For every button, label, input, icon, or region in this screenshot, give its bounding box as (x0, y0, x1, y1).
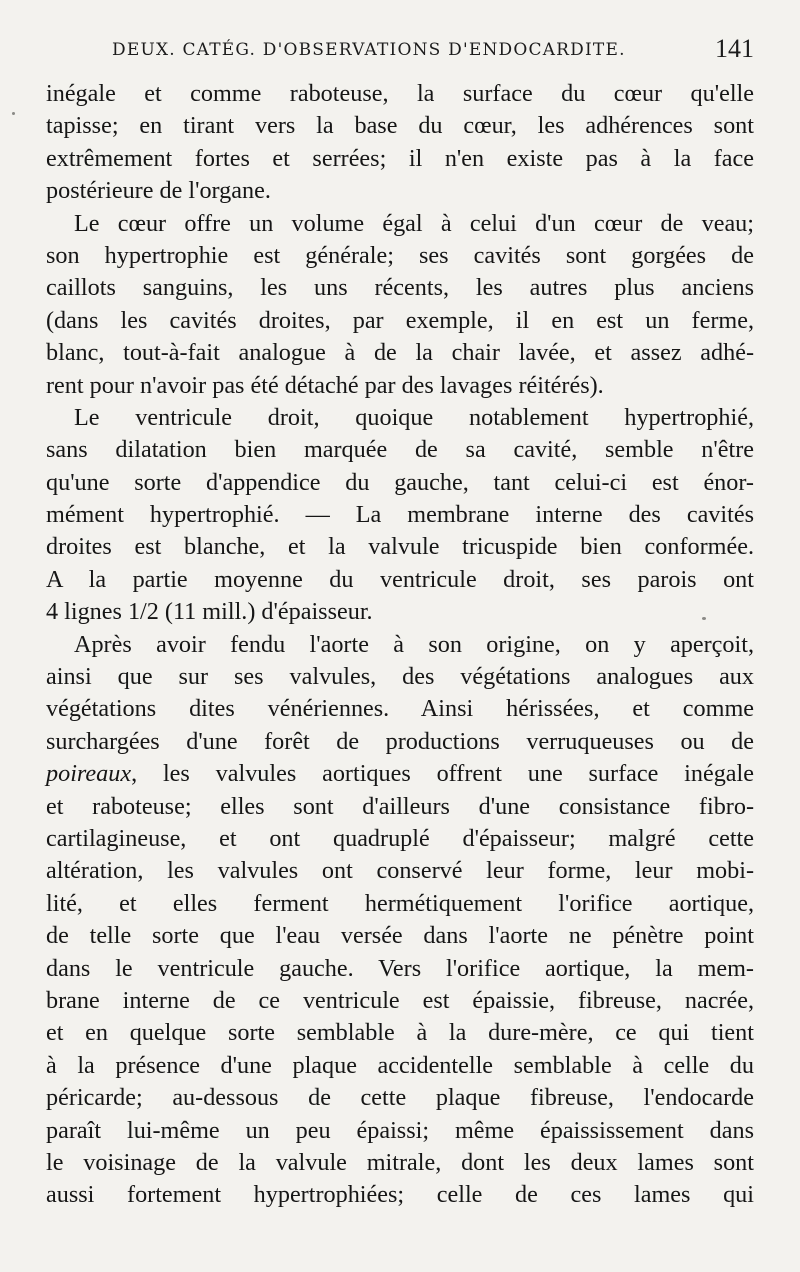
text-line: droites est blanche, et la valvule tricuspide bien conformée. (46, 533, 754, 561)
text-line: péricarde; au-dessous de cette plaque fibreuse, l'endocarde (46, 1084, 754, 1112)
paragraph-4 (46, 629, 754, 1212)
text-line: à la présence d'une plaque accidentelle semblable à celle du (46, 1051, 754, 1079)
text-line: postérieure de l'organe. (46, 177, 271, 205)
text-line: rent pour n'avoir pas été détaché par des lavages réitérés). (46, 371, 604, 399)
text-line: lité, et elles ferment hermétiquement l'orifice aortique, (46, 889, 754, 917)
italic-word: poireaux (46, 760, 132, 788)
text-line: extrêmement fortes et serrées; il n'en existe pas à la face (46, 144, 754, 172)
text-line: qu'une sorte d'appendice du gauche, tant celui-ci est énor- (46, 468, 754, 496)
text-line: Le ventricule droit, quoique notablement hypertrophié, (74, 403, 754, 431)
text-line: cartilagineuse, et ont quadruplé d'épaisseur; malgré cette (46, 824, 754, 852)
text-line: et en quelque sorte semblable à la dure-mère, ce qui tient (46, 1019, 754, 1047)
text-line: ainsi que sur ses valvules, des végétations analogues aux (46, 663, 754, 691)
paragraph-3 (46, 402, 754, 629)
text-line: Après avoir fendu l'aorte à son origine, on y aperçoit, (74, 630, 754, 658)
text-line: aussi fortement hypertrophiées; celle de ces lames qui (46, 1181, 754, 1209)
text-line: mément hypertrophié. — La membrane interne des cavités (46, 501, 754, 529)
text-line: surchargées d'une forêt de productions verruqueuses ou de (46, 727, 754, 755)
text-line: Le cœur offre un volume égal à celui d'un cœur de veau; (74, 209, 754, 237)
text-line: caillots sanguins, les uns récents, les autres plus anciens (46, 274, 754, 302)
page-number: 141 (715, 34, 754, 63)
text-line: brane interne de ce ventricule est épaissie, fibreuse, nacrée, (46, 986, 754, 1014)
paragraph-1 (46, 78, 754, 208)
text-line: végétations dites vénériennes. Ainsi hérissées, et comme (46, 695, 754, 723)
text-line: de telle sorte que l'eau versée dans l'aorte ne pénètre point (46, 922, 754, 950)
paper-speck (702, 617, 706, 620)
paragraph-2 (46, 208, 754, 402)
text-line: le voisinage de la valvule mitrale, dont les deux lames sont (46, 1148, 754, 1176)
text-line: inégale et comme raboteuse, la surface du cœur qu'elle (46, 80, 754, 107)
text-line: 4 lignes 1/2 (11 mill.) d'épaisseur. (46, 598, 373, 626)
text-line: paraît lui-même un peu épaissi; même épaississement dans (46, 1116, 754, 1144)
text-line: son hypertrophie est générale; ses cavités sont gorgées de (46, 241, 754, 269)
text-line: (dans les cavités droites, par exemple, il en est un ferme, (46, 306, 754, 334)
text-line: altération, les valvules ont conservé leur forme, leur mobi- (46, 857, 754, 885)
paper-speck (12, 112, 15, 115)
text-line: blanc, tout-à-fait analogue à de la chair lavée, et assez adhé- (46, 339, 754, 367)
running-head (112, 34, 754, 68)
text-line: dans le ventricule gauche. Vers l'orifice aortique, la mem- (46, 954, 754, 982)
text-line: sans dilatation bien marquée de sa cavité, semble n'être (46, 436, 754, 464)
text-line: tapisse; en tirant vers la base du cœur, les adhérences sont (46, 112, 754, 140)
body-text (46, 78, 754, 1212)
text-line: et raboteuse; elles sont d'ailleurs d'une consistance fibro- (46, 792, 754, 820)
running-title: DEUX. CATÉG. D'OBSERVATIONS D'ENDOCARDITE. (112, 40, 626, 60)
text-line: A la partie moyenne du ventricule droit, ses parois ont (46, 565, 754, 593)
text-line-with-italic: poireaux, les valvules aortiques offrent une surface inégale (46, 760, 754, 788)
